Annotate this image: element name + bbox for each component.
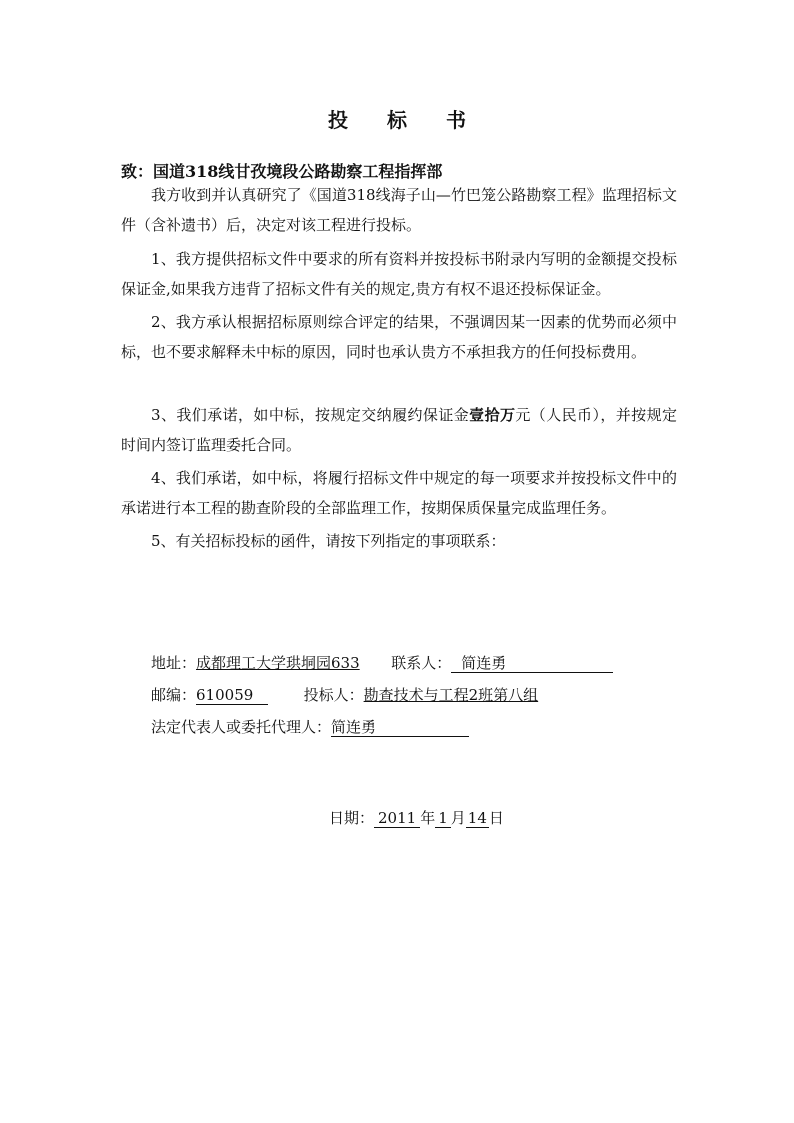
contact-label: 联系人： bbox=[391, 654, 452, 672]
representative-label: 法定代表人或委托代理人： bbox=[151, 718, 332, 736]
postcode-value: 610059 bbox=[196, 686, 254, 704]
address-value: 成都理工大学珙垌园633 bbox=[196, 654, 360, 672]
date-day-unit: 日 bbox=[488, 809, 504, 827]
representative-value: 简连勇 bbox=[331, 718, 377, 736]
clause-4: 4、我们承诺，如中标，将履行招标文件中规定的每一项要求并按投标文件中的承诺进行本工程的勘查阶段的全部监理工作，按期保质保量完成监理任务。 bbox=[121, 469, 677, 517]
date-month-field bbox=[435, 809, 451, 828]
clause-1: 1、我方提供招标文件中要求的所有资料并按投标书附录内写明的金额提交投标保证金,如果我方违背了招标文件有关的规定,贵方有权不退还投标保证金。 bbox=[121, 250, 677, 298]
bidder-value: 勘查技术与工程2班第八组 bbox=[363, 686, 539, 704]
date-month: 1 bbox=[438, 809, 448, 827]
clause-3-text-b: 元（人民币），并按规定时间内签订监理委托合同。 bbox=[121, 406, 677, 454]
address-line bbox=[151, 652, 613, 673]
date-label: 日期： bbox=[329, 809, 375, 827]
clause-2: 2、我方承认根据招标原则综合评定的结果，不强调因某一因素的优势而必须中标，也不要求解释未中标的原因，同时也承认贵方不承担我方的任何投标费用。 bbox=[121, 313, 677, 361]
date-day-field bbox=[466, 809, 489, 828]
date-year-unit: 年 bbox=[420, 809, 436, 827]
bidder-label: 投标人： bbox=[303, 686, 364, 704]
date-year: 2011 bbox=[378, 809, 417, 827]
contact-value-field bbox=[451, 654, 613, 673]
clause-3-amount: 壹拾万 bbox=[469, 406, 516, 424]
date-line bbox=[329, 807, 504, 828]
date-year-field bbox=[374, 809, 420, 828]
intro-paragraph: 我方收到并认真研究了《国道318线海子山—竹巴笼公路勘察工程》监理招标文件（含补遗书）后，决定对该工程进行投标。 bbox=[121, 186, 677, 234]
address-label: 地址： bbox=[151, 654, 197, 672]
clause-3-text-a: 3、我们承诺，如中标，按规定交纳履约保证金 bbox=[151, 406, 470, 424]
postcode-label: 邮编： bbox=[151, 686, 197, 704]
representative-value-field bbox=[331, 718, 469, 737]
date-month-unit: 月 bbox=[450, 809, 466, 827]
representative-line bbox=[151, 716, 469, 737]
clause-3 bbox=[121, 400, 677, 460]
addressee-line: 致：国道318线甘孜境段公路勘察工程指挥部 bbox=[121, 162, 443, 181]
contact-value: 简连勇 bbox=[461, 654, 507, 672]
document-title: 投 标 书 bbox=[328, 108, 482, 132]
postcode-value-field bbox=[196, 686, 268, 705]
date-day: 14 bbox=[467, 809, 487, 827]
clause-5: 5、有关招标投标的函件，请按下列指定的事项联系： bbox=[151, 532, 506, 550]
postcode-line bbox=[151, 684, 538, 705]
